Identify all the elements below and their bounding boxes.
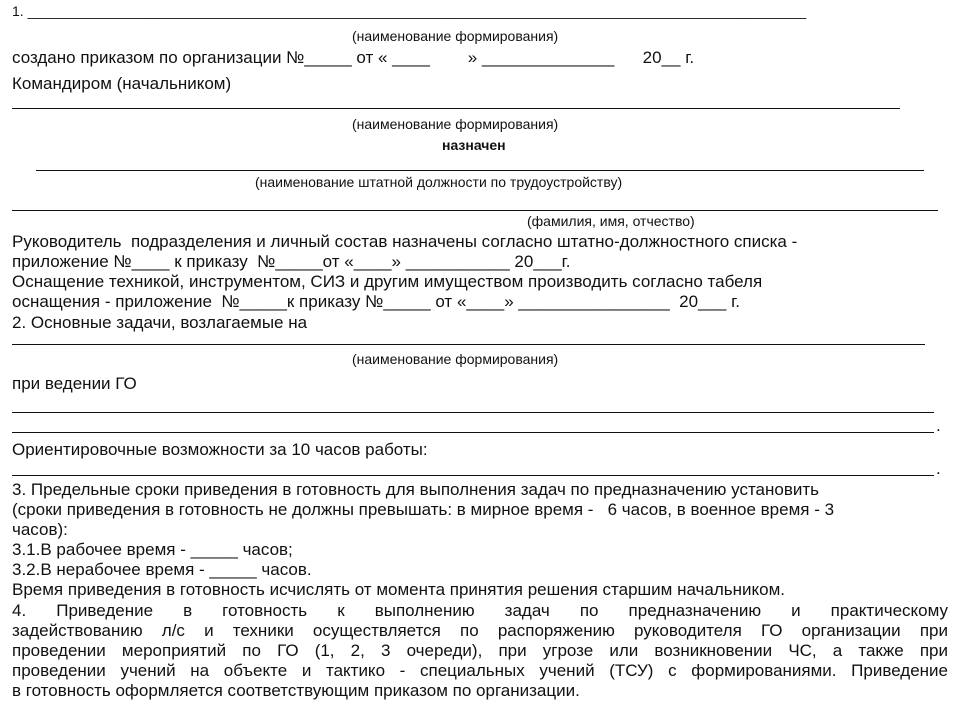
capabilities-blank-line (12, 475, 934, 476)
section-4-line-3: проведении мероприятий по ГО (1, 2, 3 очереди), при угрозе или возникновении ЧС, а также при (12, 641, 948, 660)
fullname-blank-line (12, 210, 938, 211)
readiness-time-line: Время приведения в готовность исчислять от момента принятия решения старшим начальником. (12, 580, 786, 599)
section-3-line-3: часов): (12, 520, 68, 539)
section-1-number-line: 1. ____________________________________________________________________________________________________ (12, 3, 807, 19)
staff-list-line-1: Руководитель подразделения и личный состав назначены согласно штатно-должностного списка - (12, 232, 798, 251)
working-time-line: 3.1.В рабочее время - _____ часов; (12, 540, 293, 559)
civil-defense-label: при ведении ГО (12, 374, 137, 393)
section-3-line-1: 3. Предельные сроки приведения в готовность для выполнения задач по предназначению установить (12, 480, 820, 499)
commander-blank-line (12, 108, 900, 109)
section-4-line-4: проведении учений на объекте и тактико - специальных учений (ТСУ) с формированиями. Приведение (12, 661, 948, 680)
position-blank-line (36, 170, 924, 171)
order-created-line: создано приказом по организации №_____ от « ____ » ______________ 20__ г. (12, 48, 695, 67)
non-working-time-line: 3.2.В нерабочее время - _____ часов. (12, 560, 312, 579)
equipment-line-2: оснащения - приложение №_____к приказу №_____ от «____» ________________ 20___ г. (12, 292, 740, 311)
equipment-line-1: Оснащение техникой, инструментом, СИЗ и другим имуществом производить согласно табеля (12, 272, 763, 291)
tasks-blank-line (12, 344, 925, 345)
staff-list-line-2: приложение №____ к приказу №_____от «____» ___________ 20___г. (12, 252, 571, 271)
caption-formation-name: (наименование формирования) (352, 28, 559, 44)
capabilities-label: Ориентировочные возможности за 10 часов работы: (12, 440, 428, 459)
caption-formation-name-3: (наименование формирования) (352, 351, 559, 367)
civil-defense-blank-line-1 (12, 412, 934, 413)
caption-staff-position: (наименование штатной должности по трудоустройству) (255, 174, 623, 190)
caption-formation-name-2: (наименование формирования) (352, 116, 559, 132)
commander-label: Командиром (начальником) (12, 74, 232, 93)
section-2-heading: 2. Основные задачи, возлагаемые на (12, 313, 308, 332)
section-4-line-2: задействованию л/с и техники осуществляется по распоряжению руководителя ГО организации при (12, 621, 948, 640)
section-4-line-1: 4. Приведение в готовность к выполнению задач по предназначению и практическому (12, 601, 948, 620)
section-4-line-5: в готовность оформляется соответствующим приказом по организации. (12, 681, 580, 700)
civil-defense-line-end: . (936, 416, 941, 435)
section-3-line-2: (сроки приведения в готовность не должны превышать: в мирное время - 6 часов, в военное время - 3 (12, 500, 835, 519)
civil-defense-blank-line-2 (12, 432, 934, 433)
capabilities-line-end: . (936, 459, 941, 478)
appointed-label: назначен (442, 137, 506, 153)
caption-full-name: (фамилия, имя, отчество) (527, 213, 695, 229)
